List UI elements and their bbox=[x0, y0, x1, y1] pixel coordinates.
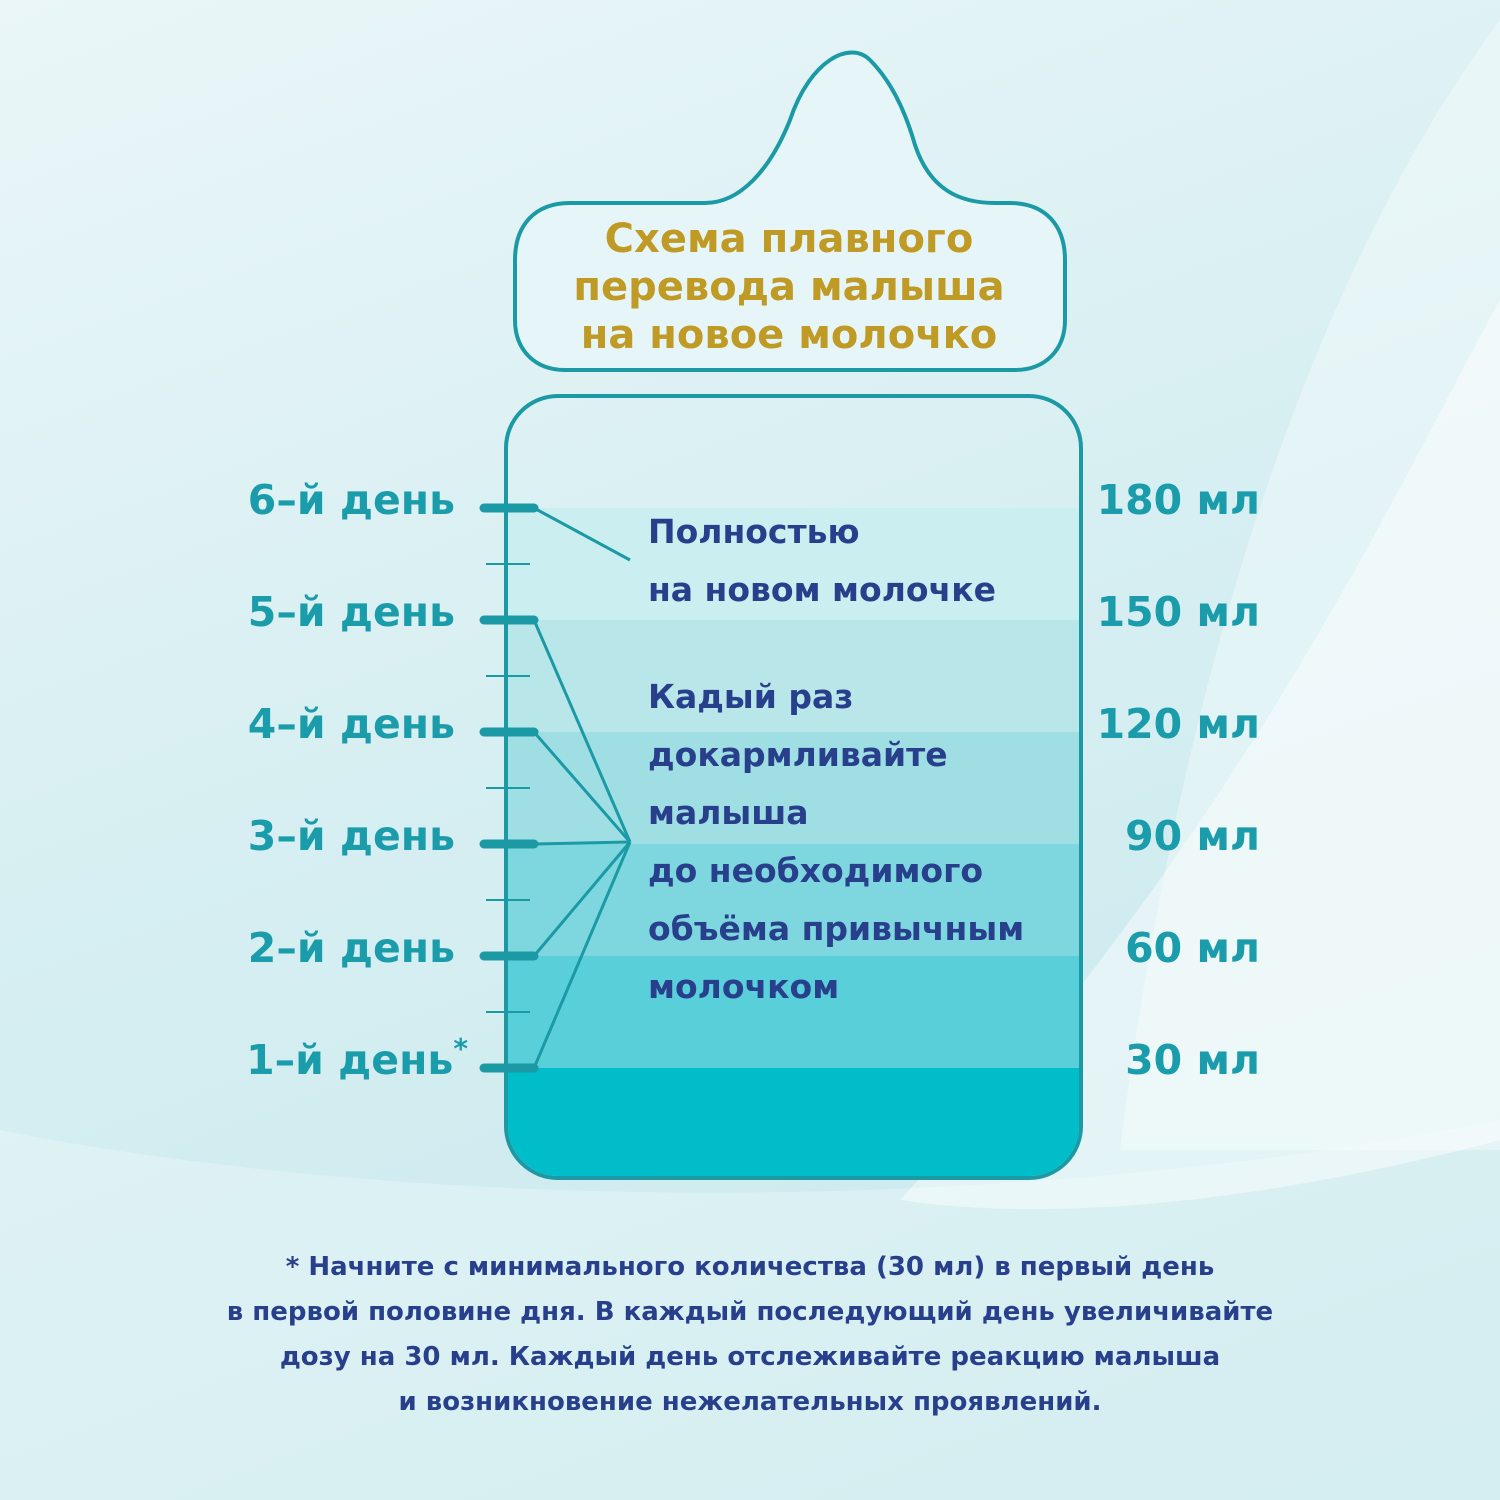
note-mixed-feeding bbox=[648, 668, 1024, 1016]
footnote-line-1: * Начните с минимального количества (30 мл) в первый день bbox=[285, 1252, 1215, 1282]
title-line-2: перевода малыша bbox=[573, 264, 1005, 310]
day-label-3: 3–й день bbox=[247, 812, 455, 860]
volume-label-150: 150 мл bbox=[1096, 588, 1260, 636]
note-mixed-line-1: Кадый раз bbox=[648, 677, 854, 716]
volume-label-120: 120 мл bbox=[1096, 700, 1260, 748]
day-label-5: 5–й день bbox=[247, 588, 455, 636]
connector-day-3 bbox=[534, 842, 630, 844]
note-fully-new-milk bbox=[648, 503, 996, 619]
volume-label-180: 180 мл bbox=[1096, 476, 1260, 524]
footnote-line-3: дозу на 30 мл. Каждый день отслеживайте реакцию малыша bbox=[279, 1342, 1221, 1372]
footnote bbox=[60, 1245, 1440, 1425]
band-base bbox=[508, 1068, 1079, 1176]
note-mixed-line-6: молочком bbox=[648, 967, 840, 1006]
note-mixed-line-5: объёма привычным bbox=[648, 909, 1025, 948]
volume-label-30: 30 мл bbox=[1125, 1036, 1260, 1084]
note-mixed-line-4: до необходимого bbox=[648, 851, 983, 890]
volume-label-90: 90 мл bbox=[1125, 812, 1260, 860]
note-full-line-1: Полностью bbox=[648, 512, 860, 551]
title-line-3: на новое молочко bbox=[580, 312, 998, 358]
note-full-line-2: на новом молочке bbox=[648, 570, 996, 609]
day-label-4: 4–й день bbox=[247, 700, 455, 748]
title-line-1: Схема плавного bbox=[604, 216, 974, 262]
footnote-asterisk: * bbox=[453, 1032, 468, 1065]
day-label-1: 1–й день* bbox=[246, 1032, 468, 1084]
footnote-line-2: в первой половине дня. В каждый последующий день увеличивайте bbox=[226, 1297, 1274, 1327]
footnote-line-4: и возникновение нежелательных проявлений. bbox=[398, 1387, 1102, 1417]
day-label-2: 2–й день bbox=[247, 924, 455, 972]
volume-label-60: 60 мл bbox=[1125, 924, 1260, 972]
title-block bbox=[514, 212, 1064, 362]
note-mixed-line-2: докармливайте bbox=[648, 735, 948, 774]
note-mixed-line-3: малыша bbox=[648, 793, 809, 832]
day-label-6: 6–й день bbox=[247, 476, 455, 524]
